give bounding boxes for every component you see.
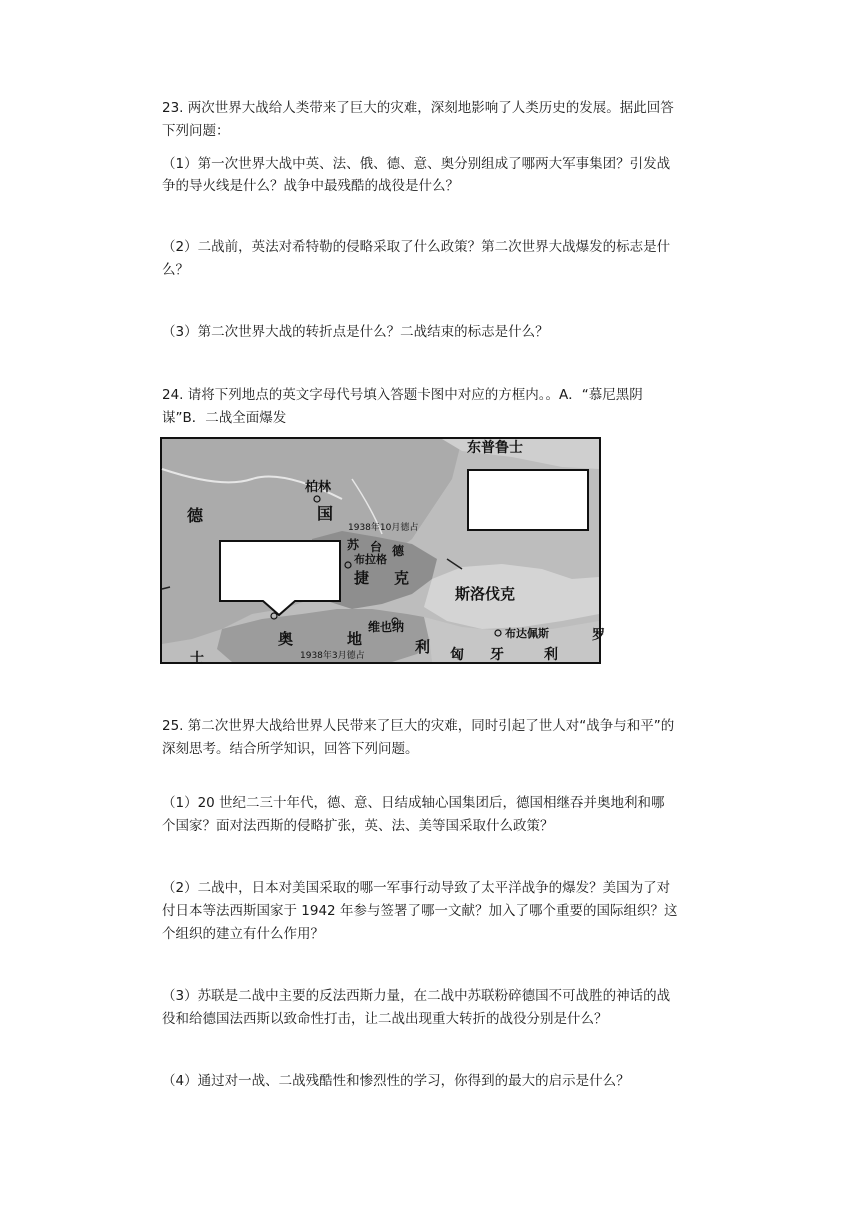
q23-part1-line1: （1）第一次世界大战中英、法、俄、德、意、奥分别组成了哪两大军事集团？引发战 <box>162 156 671 172</box>
label-germany-1: 德 <box>187 506 204 525</box>
q24-stem-line2: 谋”B．二战全面爆发 <box>162 410 287 426</box>
label-vienna: 维也纳 <box>368 620 405 634</box>
label-hungary-2: 牙 <box>490 647 504 663</box>
label-austria-2: 地 <box>347 630 363 648</box>
q25-part4-line1: （4）通过对一战、二战残酷性和惨烈性的学习，你得到的最大的启示是什么？ <box>162 1073 630 1089</box>
label-austria-1: 奥 <box>278 630 294 648</box>
q23-part2-line2: 么？ <box>162 262 189 278</box>
q25-part3-line1: （3）苏联是二战中主要的反法西斯力量，在二战中苏联粉碎德国不可战胜的神话的战 <box>162 988 671 1004</box>
q25-part3-line2: 役和给德国法西斯以致命性打击，让二战出现重大转折的战役分别是什么？ <box>162 1011 608 1027</box>
label-budapest: 布达佩斯 <box>505 627 549 640</box>
label-occupied-mar-1938: 1938年3月德占 <box>300 651 365 661</box>
label-berlin: 柏林 <box>305 480 332 495</box>
label-czech-2: 克 <box>394 569 410 587</box>
q23-part1-line2: 争的导火线是什么？战争中最残酷的战役是什么？ <box>162 178 459 194</box>
q25-part2-line1: （2）二战中，日本对美国采取的哪一军事行动导致了太平洋战争的爆发？美国为了对 <box>162 880 671 896</box>
q25-part2-line3: 个组织的建立有什么作用？ <box>162 926 324 942</box>
q25-stem-line1: 25. 第二次世界大战给世界人民带来了巨大的灾难，同时引起了世人对“战争与和平”的 <box>162 718 675 734</box>
label-hungary-3: 利 <box>544 647 558 663</box>
q25-part2-line2: 付日本等法西斯国家于 1942 年参与签署了哪一文献？加入了哪个重要的国际组织？这 <box>162 903 678 919</box>
label-hungary-1: 匈 <box>450 647 464 663</box>
label-austria-3: 利 <box>415 638 431 656</box>
q25-part1-line2: 个国家？面对法西斯的侵略扩张，英、法、美等国采取什么政策？ <box>162 818 554 834</box>
q24-stem-line1: 24. 请将下列地点的英文字母代号填入答题卡图中对应的方框内。。A．“慕尼黑阴 <box>162 387 643 403</box>
label-edge-right: 罗 <box>592 628 606 643</box>
q23-stem-line1: 23. 两次世界大战给人类带来了巨大的灾难，深刻地影响了人类历史的发展。据此回答 <box>162 100 674 116</box>
q25-part1-line1: （1）20 世纪二三十年代，德、意、日结成轴心国集团后，德国相继吞并奥地利和哪 <box>162 795 665 811</box>
answer-box-right[interactable] <box>468 470 588 530</box>
label-prague: 布拉格 <box>354 553 387 566</box>
q23-part2-line1: （2）二战前，英法对希特勒的侵略采取了什么政策？第二次世界大战爆发的标志是什 <box>162 239 671 255</box>
label-east-prussia: 东普鲁士 <box>467 440 523 456</box>
q25-stem-line2: 深刻思考。结合所学知识，回答下列问题。 <box>162 741 419 757</box>
label-czech-1: 捷 <box>354 569 370 587</box>
label-sudeten-1: 苏 <box>347 538 360 552</box>
label-edge-left: 士 <box>190 651 204 667</box>
q23-stem-line2: 下列问题： <box>162 123 230 139</box>
label-slovakia: 斯洛伐克 <box>455 585 516 603</box>
label-sudeten-2: 台 <box>370 540 383 554</box>
label-sudeten-3: 德 <box>392 544 405 558</box>
label-germany-2: 国 <box>317 504 334 523</box>
label-occupied-oct-1938: 1938年10月德占 <box>348 523 419 533</box>
q23-part3-line1: （3）第二次世界大战的转折点是什么？二战结束的标志是什么？ <box>162 324 549 340</box>
historical-map <box>160 437 606 667</box>
